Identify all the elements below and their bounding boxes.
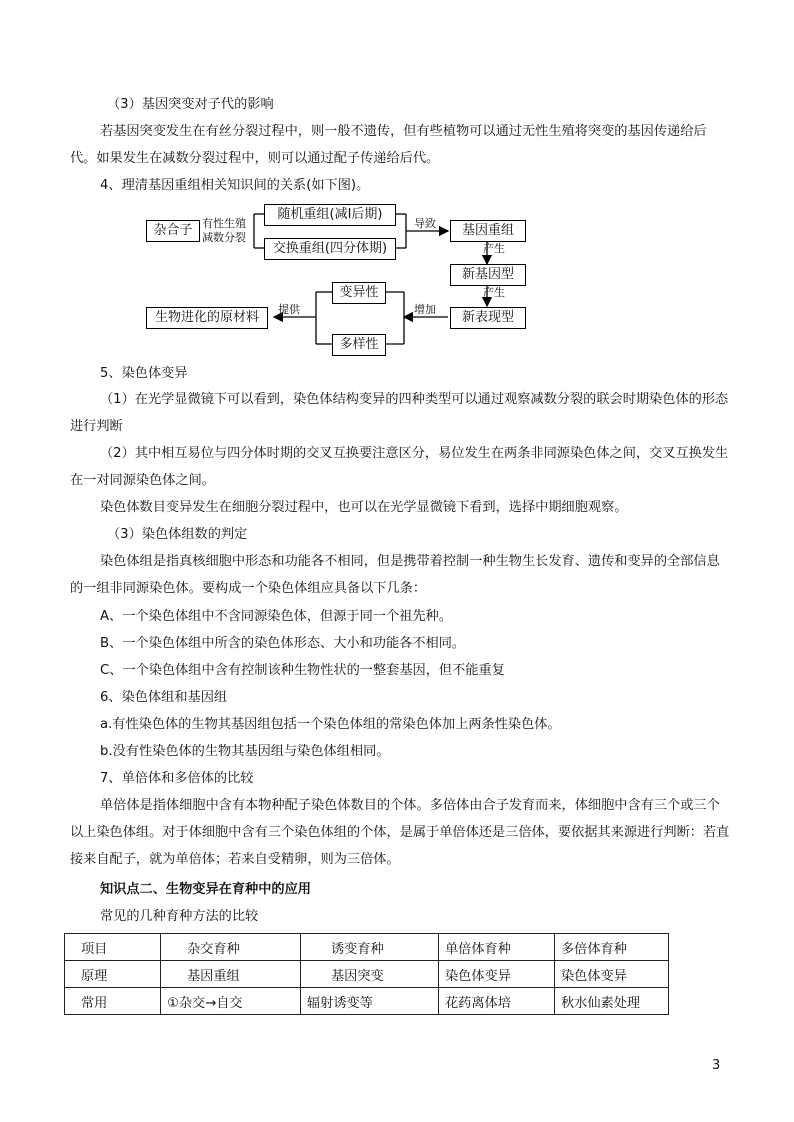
table-cell: 辐射诱变等 bbox=[301, 988, 439, 1015]
heading: 4、理清基因重组相关知识间的关系(如下图)。 bbox=[100, 178, 370, 193]
table-row bbox=[65, 961, 669, 988]
label-increase: 增加 bbox=[414, 303, 436, 316]
crossover-recombination-box: 交换重组(四分体期) bbox=[264, 238, 396, 260]
table-cell: ①杂交→自交 bbox=[161, 988, 301, 1015]
label-leads: 导致 bbox=[414, 217, 436, 230]
subheading: （3）基因突变对子代的影响 bbox=[107, 97, 274, 112]
table-cell: 基因重组 bbox=[161, 961, 301, 988]
table-cell: 单倍体育种 bbox=[439, 934, 555, 961]
gene-recombination-box: 基因重组 bbox=[450, 220, 526, 242]
list-item: A、一个染色体组中不含同源染色体，但源于同一个祖先种。 bbox=[100, 609, 452, 624]
random-recombination-box: 随机重组(减Ⅰ后期) bbox=[264, 204, 396, 226]
page-number: 3 bbox=[712, 1058, 721, 1073]
paragraph: 染色体数目变异发生在细胞分裂过程中，也可以在光学显微镜下看到，选择中期细胞观察。 bbox=[100, 500, 628, 515]
table-cell: 原理 bbox=[65, 961, 161, 988]
evolution-material-box: 生物进化的原材料 bbox=[146, 307, 268, 329]
list-item: C、一个染色体组中含有控制该种生物性状的一整套基因，但不能重复 bbox=[100, 663, 505, 678]
label-sexual-reproduction: 有性生殖 bbox=[202, 217, 246, 230]
label-produce-1: 产生 bbox=[483, 242, 505, 255]
table-cell: 杂交育种 bbox=[161, 934, 301, 961]
table-row bbox=[65, 934, 669, 961]
new-phenotype-box: 新表现型 bbox=[450, 307, 526, 329]
table-cell: 染色体变异 bbox=[555, 961, 669, 988]
list-item: b.没有性染色体的生物其基因组与染色体组相同。 bbox=[100, 744, 390, 759]
heading: 5、染色体变异 bbox=[100, 366, 188, 381]
section-heading: 知识点二、生物变异在育种中的应用 bbox=[100, 882, 311, 897]
breeding-methods-table bbox=[64, 933, 669, 1015]
list-item: a.有性染色体的生物其基因组包括一个染色体组的常染色体加上两条性染色体。 bbox=[100, 717, 561, 732]
label-produce-2: 产生 bbox=[483, 286, 505, 299]
gene-recombination-diagram bbox=[142, 198, 534, 358]
zygote-box: 杂合子 bbox=[146, 220, 200, 242]
table-cell: 秋水仙素处理 bbox=[555, 988, 669, 1015]
paragraph: （2）其中相互易位与四分体时期的交叉互换要注意区分，易位发生在两条非同源染色体之间，交叉互换发生在一对同源染色体之间。 bbox=[70, 446, 729, 488]
new-genotype-box: 新基因型 bbox=[450, 264, 526, 286]
diversity-box: 多样性 bbox=[332, 334, 386, 356]
table-cell: 项目 bbox=[65, 934, 161, 961]
table-cell: 染色体变异 bbox=[439, 961, 555, 988]
table-cell: 花药离体培 bbox=[439, 988, 555, 1015]
heading: 7、单倍体和多倍体的比较 bbox=[100, 771, 254, 786]
table-cell: 诱变育种 bbox=[301, 934, 439, 961]
variability-box: 变异性 bbox=[332, 282, 386, 304]
subheading: （3）染色体组数的判定 bbox=[107, 527, 248, 542]
paragraph: 染色体组是指真核细胞中形态和功能各不相同，但是携带着控制一种生物生长发育、遗传和变异的全部信息的一组非同源染色体。要构成一个染色体组应具备以下几条： bbox=[70, 554, 720, 596]
paragraph: （1）在光学显微镜下可以看到，染色体结构变异的四种类型可以通过观察减数分裂的联会时期染色体的形态进行判断 bbox=[70, 392, 729, 434]
label-meiosis: 减数分裂 bbox=[202, 231, 246, 244]
label-provide: 提供 bbox=[278, 303, 300, 316]
table-cell: 基因突变 bbox=[301, 961, 439, 988]
list-item: B、一个染色体组中所含的染色体形态、大小和功能各不相同。 bbox=[100, 636, 466, 651]
table-caption: 常见的几种育种方法的比较 bbox=[100, 909, 259, 924]
paragraph: 单倍体是指体细胞中含有本物种配子染色体数目的个体。多倍体由合子发育而来，体细胞中含有三个或三个以上染色体组。对于体细胞中含有三个染色体组的个体，是属于单倍体还是三倍体，要依据其来源进行判断：若直接来自配子，就为单倍体；若来自受精卵，则为三倍体。 bbox=[70, 798, 730, 867]
table-cell: 常用 bbox=[65, 988, 161, 1015]
table-row bbox=[65, 988, 669, 1015]
paragraph: 若基因突变发生在有丝分裂过程中，则一般不遗传，但有些植物可以通过无性生殖将突变的基因传递给后代。如果发生在减数分裂过程中，则可以通过配子传递给后代。 bbox=[70, 124, 707, 166]
table-cell: 多倍体育种 bbox=[555, 934, 669, 961]
heading: 6、染色体组和基因组 bbox=[100, 690, 228, 705]
